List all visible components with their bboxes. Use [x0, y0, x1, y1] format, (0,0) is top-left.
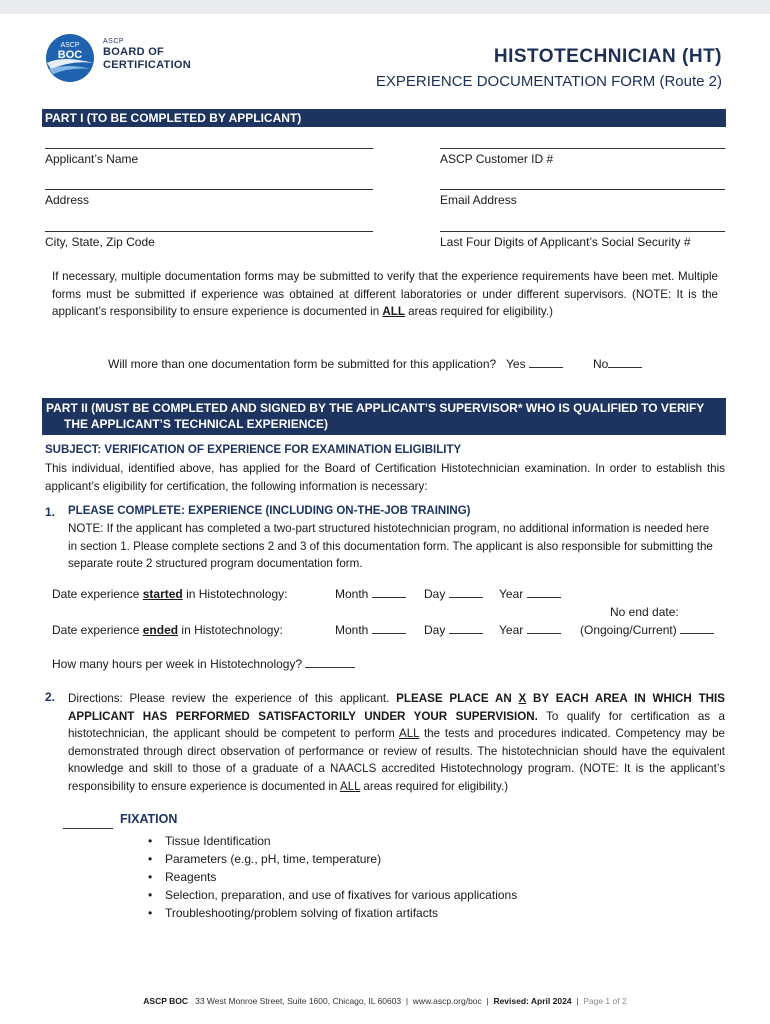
part1-heading: PART I (TO BE COMPLETED BY APPLICANT): [42, 109, 726, 127]
section1-number: 1.: [45, 505, 56, 519]
section1-heading: PLEASE COMPLETE: EXPERIENCE (INCLUDING ON-THE-JOB TRAINING): [68, 505, 471, 517]
list-item: • Reagents: [148, 868, 517, 886]
form-subtitle: EXPERIENCE DOCUMENTATION FORM (Route 2): [375, 73, 722, 90]
date-started-label: Date experience started in Histotechnology:: [52, 587, 288, 601]
list-item: • Selection, preparation, and use of fixatives for various applications: [148, 886, 517, 904]
subject-heading: SUBJECT: VERIFICATION OF EXPERIENCE FOR EXAMINATION ELIGIBILITY: [45, 444, 462, 456]
email-label: Email Address: [440, 193, 517, 207]
form-title: HISTOTECHNICIAN (HT): [493, 46, 722, 67]
fixation-label: FIXATION: [120, 812, 178, 826]
applicant-name-field[interactable]: [45, 148, 373, 166]
city-state-zip-label: City, State, Zip Code: [45, 235, 155, 249]
logo-wordmark: [103, 38, 191, 71]
part2-heading-line2: THE APPLICANT’S TECHNICAL EXPERIENCE): [64, 417, 329, 431]
ongoing-current-field[interactable]: (Ongoing/Current): [580, 623, 714, 637]
svg-text:BOC: BOC: [57, 49, 83, 61]
yes-option[interactable]: Yes: [506, 357, 563, 371]
svg-text:ASCP: ASCP: [60, 42, 80, 49]
end-day[interactable]: Day: [424, 623, 483, 637]
top-gray-band: [0, 0, 770, 14]
logo-line2: CERTIFICATION: [103, 59, 192, 71]
hours-per-week-field[interactable]: How many hours per week in Histotechnology?: [52, 657, 355, 671]
fixation-list: [148, 832, 517, 922]
part2-heading-line1: PART II (MUST BE COMPLETED AND SIGNED BY THE APPLICANT’S SUPERVISOR* WHO IS QUALIFIED TO VERIFY: [46, 401, 705, 415]
customer-id-label: ASCP Customer ID #: [440, 152, 554, 166]
list-item: • Troubleshooting/problem solving of fixation artifacts: [148, 904, 517, 922]
multiple-forms-question: Will more than one documentation form be submitted for this application? Yes No: [108, 357, 642, 371]
end-year[interactable]: Year: [499, 623, 561, 637]
city-state-zip-field[interactable]: [45, 231, 373, 249]
no-option[interactable]: No: [593, 357, 642, 371]
logo-line1: BOARD OF: [103, 46, 165, 58]
start-month[interactable]: Month: [335, 587, 406, 601]
ssn-last-four-label: Last Four Digits of Applicant’s Social Security #: [440, 235, 691, 249]
part2-heading: [42, 398, 726, 435]
list-item: • Tissue Identification: [148, 832, 517, 850]
logo-ascp-text: ASCP: [103, 38, 125, 45]
multiple-forms-paragraph: If necessary, multiple documentation forms may be submitted to verify that the experience requirements have been met. Multiple forms must be submitted if experience was obtained at different laboratories or under different supervisors. (NOTE: It is the applicant’s responsibility to ensure experience is documented in ALL areas required for eligibility.): [52, 270, 718, 318]
no-end-date-label: No end date:: [610, 605, 679, 619]
ssn-last-four-field[interactable]: [440, 231, 725, 249]
end-month[interactable]: Month: [335, 623, 406, 637]
applicant-name-label: Applicant’s Name: [45, 152, 139, 166]
address-field[interactable]: [45, 189, 373, 207]
start-day[interactable]: Day: [424, 587, 483, 601]
start-year[interactable]: Year: [499, 587, 561, 601]
section2-number: 2.: [45, 690, 56, 704]
intro-paragraph: This individual, identified above, has applied for the Board of Certification Histotechnician examination. In order to establish this applicant’s eligibility for certification, the following information is necessary:: [45, 462, 725, 493]
fixation-checkbox-line[interactable]: [63, 828, 113, 829]
page-footer: ASCP BOC 33 West Monroe Street, Suite 1600, Chicago, IL 60603 | www.ascp.org/boc | Revised: April 2024 | Page 1 of 2: [143, 996, 627, 1006]
email-field[interactable]: [440, 189, 725, 207]
section1-note: NOTE: If the applicant has completed a two-part structured histotechnician program, no additional information is needed here in section 1. Please complete sections 2 and 3 of this documentation form. The applicant is also responsible for submitting the separate route 2 structured program documentation form.: [68, 522, 713, 570]
list-item: • Parameters (e.g., pH, time, temperature): [148, 850, 517, 868]
customer-id-field[interactable]: [440, 148, 725, 166]
date-ended-label: Date experience ended in Histotechnology:: [52, 623, 283, 637]
section2-directions: Directions: Please review the experience of this applicant. PLEASE PLACE AN X BY EACH AREA IN WHICH THIS APPLICANT HAS PERFORMED SATISFACTORILY UNDER YOUR SUPERVISION. To qualify for certification as a histotechnician, the applicant should be competent to perform ALL the tests and procedures indicated. Competency may be demonstrated through direct observation of performance or review of results. The histotechnician should have the equivalent knowledge and skill to those of a graduate of a NAACLS accredited Histotechnology program. (NOTE: It is the applicant’s responsibility to ensure experience is documented in ALL areas required for eligibility.): [68, 692, 725, 793]
ascp-boc-logo: [43, 33, 99, 88]
address-label: Address: [45, 193, 90, 207]
